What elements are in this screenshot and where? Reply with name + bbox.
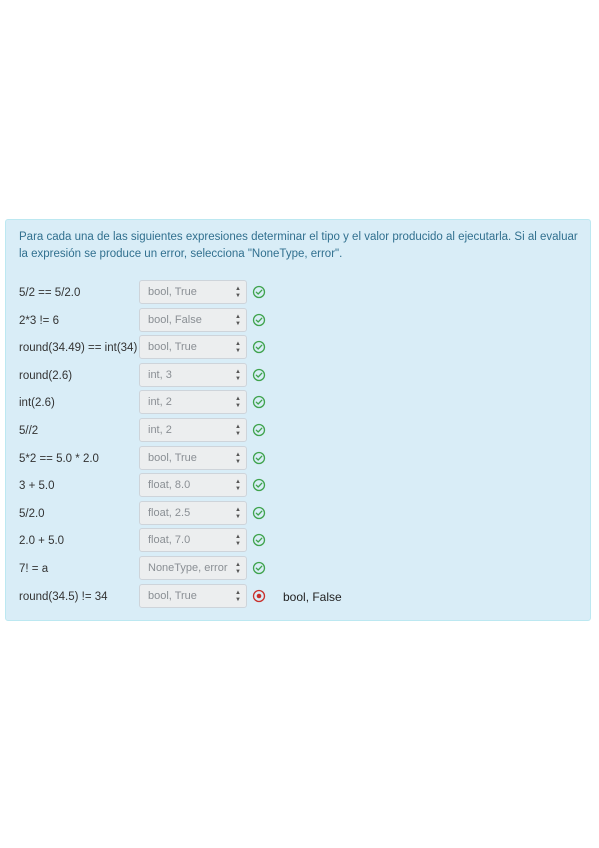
select-caret-icon: ▲ ▼: [235, 424, 241, 437]
correct-check-icon: [252, 451, 266, 465]
correct-check-icon: [252, 368, 266, 382]
select-caret-icon: ▲ ▼: [235, 396, 241, 410]
answer-row: [6, 528, 586, 554]
answer-row: [6, 556, 586, 582]
expression-label: 5//2: [19, 425, 39, 437]
answer-row: [6, 473, 586, 499]
select-caret-icon: ▲ ▼: [235, 506, 241, 520]
expression-label: 2*3 != 6: [19, 314, 59, 327]
answer-select-value: bool, True: [148, 341, 197, 354]
correct-check-icon: [252, 533, 266, 547]
correct-check-icon: [252, 285, 266, 299]
answer-select-value: int, 2: [148, 396, 172, 409]
correct-check-icon: [252, 561, 266, 575]
expression-label: round(2.6): [19, 369, 73, 382]
answer-row: [6, 584, 586, 610]
expression-label: 5/2.0: [19, 507, 45, 520]
answer-select[interactable]: [139, 308, 247, 332]
answer-select[interactable]: [139, 280, 247, 304]
question-panel: [5, 219, 591, 621]
select-caret-icon: ▲ ▼: [235, 368, 241, 382]
answer-row: [6, 363, 586, 389]
answer-row: [6, 390, 586, 416]
expression-label: int(2.6): [19, 397, 55, 410]
answer-select[interactable]: [139, 446, 247, 470]
select-caret-icon: ▲ ▼: [235, 534, 241, 548]
correct-check-icon: [252, 478, 266, 492]
answer-select-value: bool, True: [148, 589, 197, 602]
answer-row: [6, 308, 586, 334]
answer-select-value: bool, True: [148, 451, 197, 464]
expression-label: 2.0 + 5.0: [19, 535, 65, 548]
select-caret-icon: ▲ ▼: [235, 313, 241, 327]
answer-select-value: float, 7.0: [148, 534, 191, 547]
select-caret-icon: ▲ ▼: [235, 589, 241, 603]
answer-select[interactable]: [139, 584, 247, 608]
answer-select-value: float, 2.5: [148, 506, 191, 519]
answer-select[interactable]: [139, 556, 247, 580]
select-caret-icon: ▲ ▼: [235, 562, 241, 575]
expression-label: round(34.49) == int(34): [19, 342, 138, 355]
select-caret-icon: ▲ ▼: [235, 479, 241, 493]
select-caret-icon: ▲ ▼: [235, 286, 241, 299]
expression-label: 7! = a: [19, 563, 49, 575]
answer-select-value: bool, True: [148, 286, 197, 298]
expression-label: 5/2 == 5/2.0: [19, 287, 81, 299]
question-prompt: Para cada una de las siguientes expresiones determinar el tipo y el valor producido al ejecutarla. Si al evaluar la expresión se produce un error, selecciona "NoneType, error".: [19, 231, 578, 260]
expression-label: round(34.5) != 34: [19, 590, 108, 603]
answer-select-value: bool, False: [148, 313, 202, 326]
correct-check-icon: [252, 340, 266, 354]
answer-select-value: NoneType, error: [148, 562, 228, 574]
answer-select[interactable]: [139, 528, 247, 552]
select-caret-icon: ▲ ▼: [235, 451, 241, 465]
answer-select[interactable]: [139, 473, 247, 497]
incorrect-icon: [252, 589, 266, 603]
answer-select-value: int, 2: [148, 424, 172, 436]
answer-select[interactable]: [139, 363, 247, 387]
answer-select[interactable]: [139, 418, 247, 442]
answer-select[interactable]: [139, 335, 247, 359]
select-caret-icon: ▲ ▼: [235, 341, 241, 355]
correct-check-icon: [252, 395, 266, 409]
answer-row: [6, 501, 586, 527]
answer-select-value: int, 3: [148, 368, 172, 381]
expression-label: 5*2 == 5.0 * 2.0: [19, 452, 99, 465]
correct-check-icon: [252, 423, 266, 437]
correct-check-icon: [252, 313, 266, 327]
answer-select[interactable]: [139, 501, 247, 525]
answer-row: [6, 446, 586, 472]
answer-row: [6, 280, 586, 306]
expression-label: 3 + 5.0: [19, 480, 55, 493]
answer-row: [6, 335, 586, 361]
correct-check-icon: [252, 506, 266, 520]
correct-answer-feedback: bool, False: [283, 589, 342, 604]
answer-row: [6, 418, 586, 444]
answer-select-value: float, 8.0: [148, 479, 191, 492]
answer-select[interactable]: [139, 390, 247, 414]
